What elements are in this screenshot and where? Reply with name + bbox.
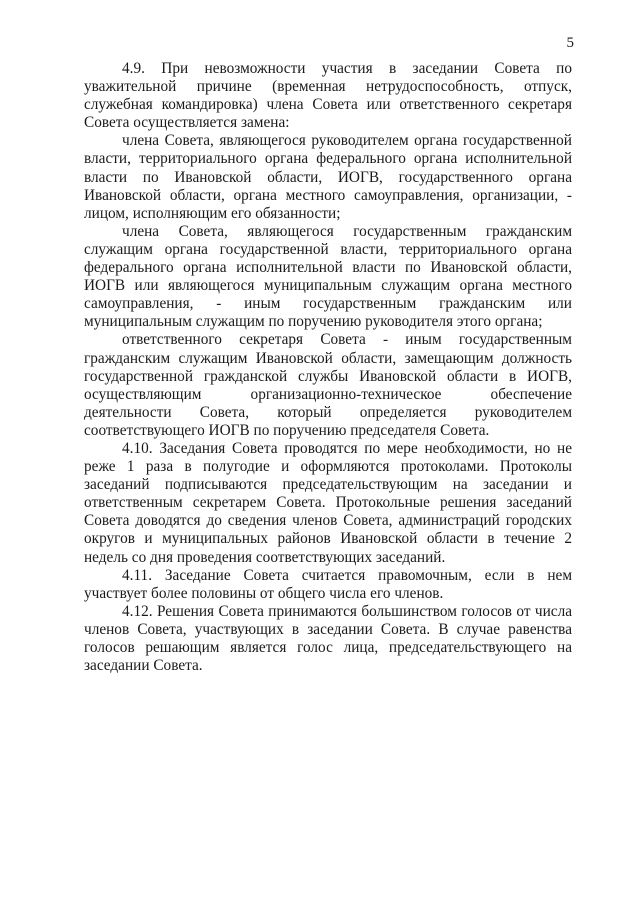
paragraph-4-10: 4.10. Заседания Совета проводятся по мере необходимости, но не реже 1 раза в полугодие и оформляются протоколами. Протоколы заседаний подписываются председательствующим на заседании и ответственным секретарем Совета. Протокольные решения заседаний Совета доводятся до сведения членов Совета, администраций городских округов и муниципальных районов Ивановской области в течение 2 недель со дня проведения соответствующих заседаний. [84,439,572,566]
paragraph-4-12: 4.12. Решения Совета принимаются большинством голосов от числа членов Совета, участвующих в заседании Совета. В случае равенства голосов решающим является голос лица, председательствующего на заседании Совета. [84,602,572,675]
paragraph-4-9: 4.9. При невозможности участия в заседании Совета по уважительной причине (временная нетрудоспособность, отпуск, служебная командировка) члена Совета или ответственного секретаря Совета осуществляется замена: [84,60,572,132]
paragraph-replacement-head: члена Совета, являющегося руководителем органа государственной власти, территориального органа федерального органа исполнительной власти по Ивановской области, ИОГВ, государственного органа Ивановской области, органа местного самоуправления, организации, - лицом, исполняющим его обязанности; [84,132,572,222]
paragraph-replacement-servant: члена Совета, являющегося государственным гражданским служащим органа государственной власти, территориального органа федерального органа исполнительной власти по Ивановской области, ИОГВ или являющегося муниципальным служащим органа местного самоуправления, - иным государственным гражданским или муниципальным служащим по поручению руководителя этого органа; [84,222,572,331]
paragraph-replacement-secretary: ответственного секретаря Совета - иным государственным гражданским служащим Ивановской области, замещающим должность государственной гражданской службы Ивановской области в ИОГВ, осуществляющим организационно-техническое обеспечение деятельности Совета, который определяется руководителем соответствующего ИОГВ по поручению председателя Совета. [84,331,572,439]
paragraph-4-11: 4.11. Заседание Совета считается правомочным, если в нем участвует более половины от общего числа его членов. [84,566,572,602]
document-body [84,60,572,675]
page-number: 5 [566,35,574,51]
